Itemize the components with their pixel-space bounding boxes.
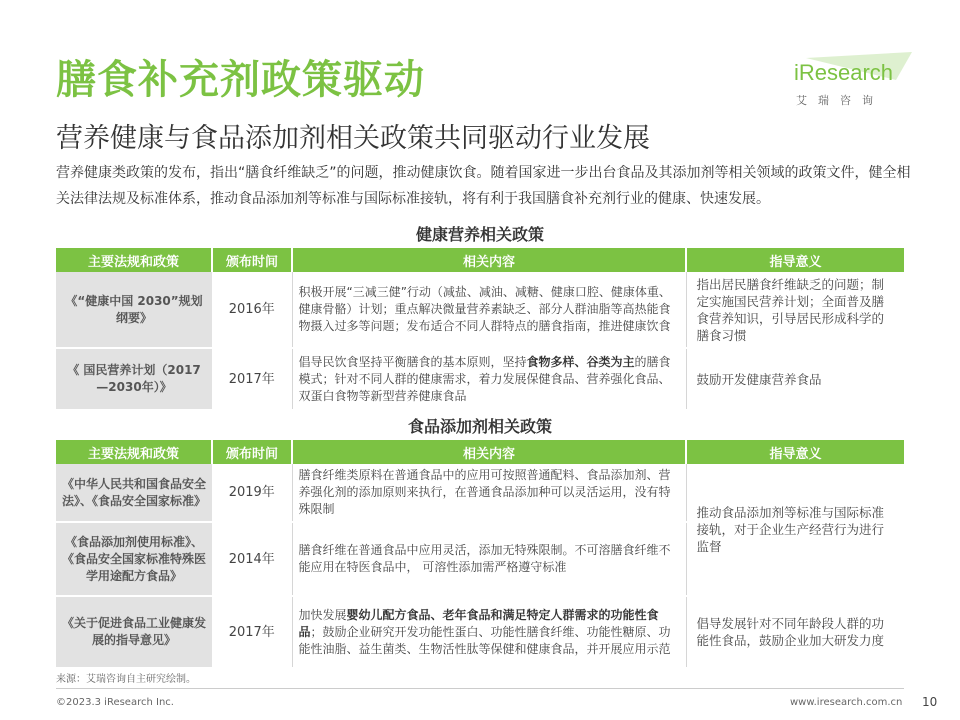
- header-content: 相关内容: [292, 440, 686, 464]
- header-year: 颁布时间: [212, 248, 292, 272]
- logo-wordmark: iResearch: [794, 60, 894, 85]
- policy-name: 《“健康中国 2030”规划纲要》: [56, 272, 212, 348]
- content-text: 的膳食模式；针对不同人群的健康需求，着力发展保健食品、营养强化食品、双蛋白食物等新型营养健康食品: [298, 354, 671, 403]
- additive-table-title: 食品添加剂相关政策: [407, 417, 552, 436]
- footer-divider: [56, 688, 904, 689]
- header-year: 颁布时间: [212, 440, 292, 464]
- content-highlight: 婴幼儿配方食品、老年食品和满足特定人群需求的功能性食品: [298, 607, 659, 639]
- policy-year: 2019年: [212, 464, 292, 522]
- source-note: 来源：艾瑞咨询自主研究绘制。: [56, 674, 196, 685]
- iresearch-logo: [788, 50, 918, 110]
- table-header-row: [56, 440, 904, 464]
- page-number: 10: [922, 695, 938, 709]
- table-row: [56, 596, 904, 668]
- footer-copyright: ©2023.3 iResearch Inc.: [56, 697, 174, 708]
- content-highlight: 食物多样、谷类为主: [526, 354, 635, 369]
- content-text: 加快发展: [298, 607, 347, 622]
- table-row: [56, 348, 904, 410]
- additive-policy-table: [56, 440, 904, 669]
- policy-year: 2014年: [212, 522, 292, 596]
- policy-content: [292, 348, 686, 410]
- policy-name: 《食品添加剂使用标准》、《食品安全国家标准特殊医学用途配方食品》: [56, 522, 212, 596]
- logo-subtext: 艾瑞咨询: [796, 94, 884, 107]
- policy-content: 膳食纤维类原料在普通食品中的应用可按照普通配料、食品添加剂、营养强化剂的添加原则来执行，在普通食品添加种可以灵活运用，没有特殊限制: [292, 464, 686, 522]
- footer-url: www.iresearch.com.cn: [790, 697, 903, 708]
- table-row: [56, 464, 904, 522]
- policy-content: 积极开展“三减三健”行动（减盐、减油、减糖、健康口腔、健康体重、健康骨骼）计划；重点解决微量营养素缺乏、部分人群油脂等高热能食物摄入过多等问题；发布适合不同人群特点的膳食指南，推进健康饮食: [292, 272, 686, 348]
- content-text: 倡导民饮食坚持平衡膳食的基本原则，坚持: [298, 354, 527, 369]
- table-row: [56, 272, 904, 348]
- policy-name: 《 国民营养计划（2017—2030年）》: [56, 348, 212, 410]
- page-subtitle: 营养健康与食品添加剂相关政策共同驱动行业发展: [56, 123, 650, 154]
- header-policy: 主要法规和政策: [56, 440, 212, 464]
- header-policy: 主要法规和政策: [56, 248, 212, 272]
- policy-name: 《关于促进食品工业健康发展的指导意见》: [56, 596, 212, 668]
- policy-content: 膳食纤维在普通食品中应用灵活，添加无特殊限制。不可溶膳食纤维不能应用在特医食品中， 可溶性添加需严格遵守标准: [292, 522, 686, 596]
- header-content: 相关内容: [292, 248, 686, 272]
- policy-significance: 指出居民膳食纤维缺乏的问题；制定实施国民营养计划；全面普及膳食营养知识，引导居民形成科学的膳食习惯: [686, 272, 904, 348]
- health-table-title: 健康营养相关政策: [415, 225, 544, 244]
- header-significance: 指导意义: [686, 440, 904, 464]
- policy-content: [292, 596, 686, 668]
- intro-paragraph: 营养健康类政策的发布，指出“膳食纤维缺乏”的问题，推动健康饮食。随着国家进一步出台食品及其添加剂等相关领域的政策文件，健全相关法律法规及标准体系，推动食品添加剂等标准与国际标准接轨，将有利于我国膳食补充剂行业的健康、快速发展。: [56, 165, 911, 207]
- policy-significance: 鼓励开发健康营养食品: [686, 348, 904, 410]
- policy-year: 2017年: [212, 348, 292, 410]
- policy-name: 《中华人民共和国食品安全法》、《食品安全国家标准》: [56, 464, 212, 522]
- health-policy-table: [56, 248, 904, 411]
- policy-year: 2017年: [212, 596, 292, 668]
- page-title: 膳食补充剂政策驱动: [56, 57, 425, 103]
- content-text: ；鼓励企业研究开发功能性蛋白、功能性膳食纤维、功能性糖原、功能性油脂、益生菌类、生物活性肽等保健和健康食品，并开展应用示范: [298, 624, 671, 656]
- header-significance: 指导意义: [686, 248, 904, 272]
- policy-significance: 倡导发展针对不同年龄段人群的功能性食品，鼓励企业加大研发力度: [686, 596, 904, 668]
- table-header-row: [56, 248, 904, 272]
- policy-significance-merged: 推动食品添加剂等标准与国际标准接轨，对于企业生产经营行为进行监督: [686, 464, 904, 596]
- policy-year: 2016年: [212, 272, 292, 348]
